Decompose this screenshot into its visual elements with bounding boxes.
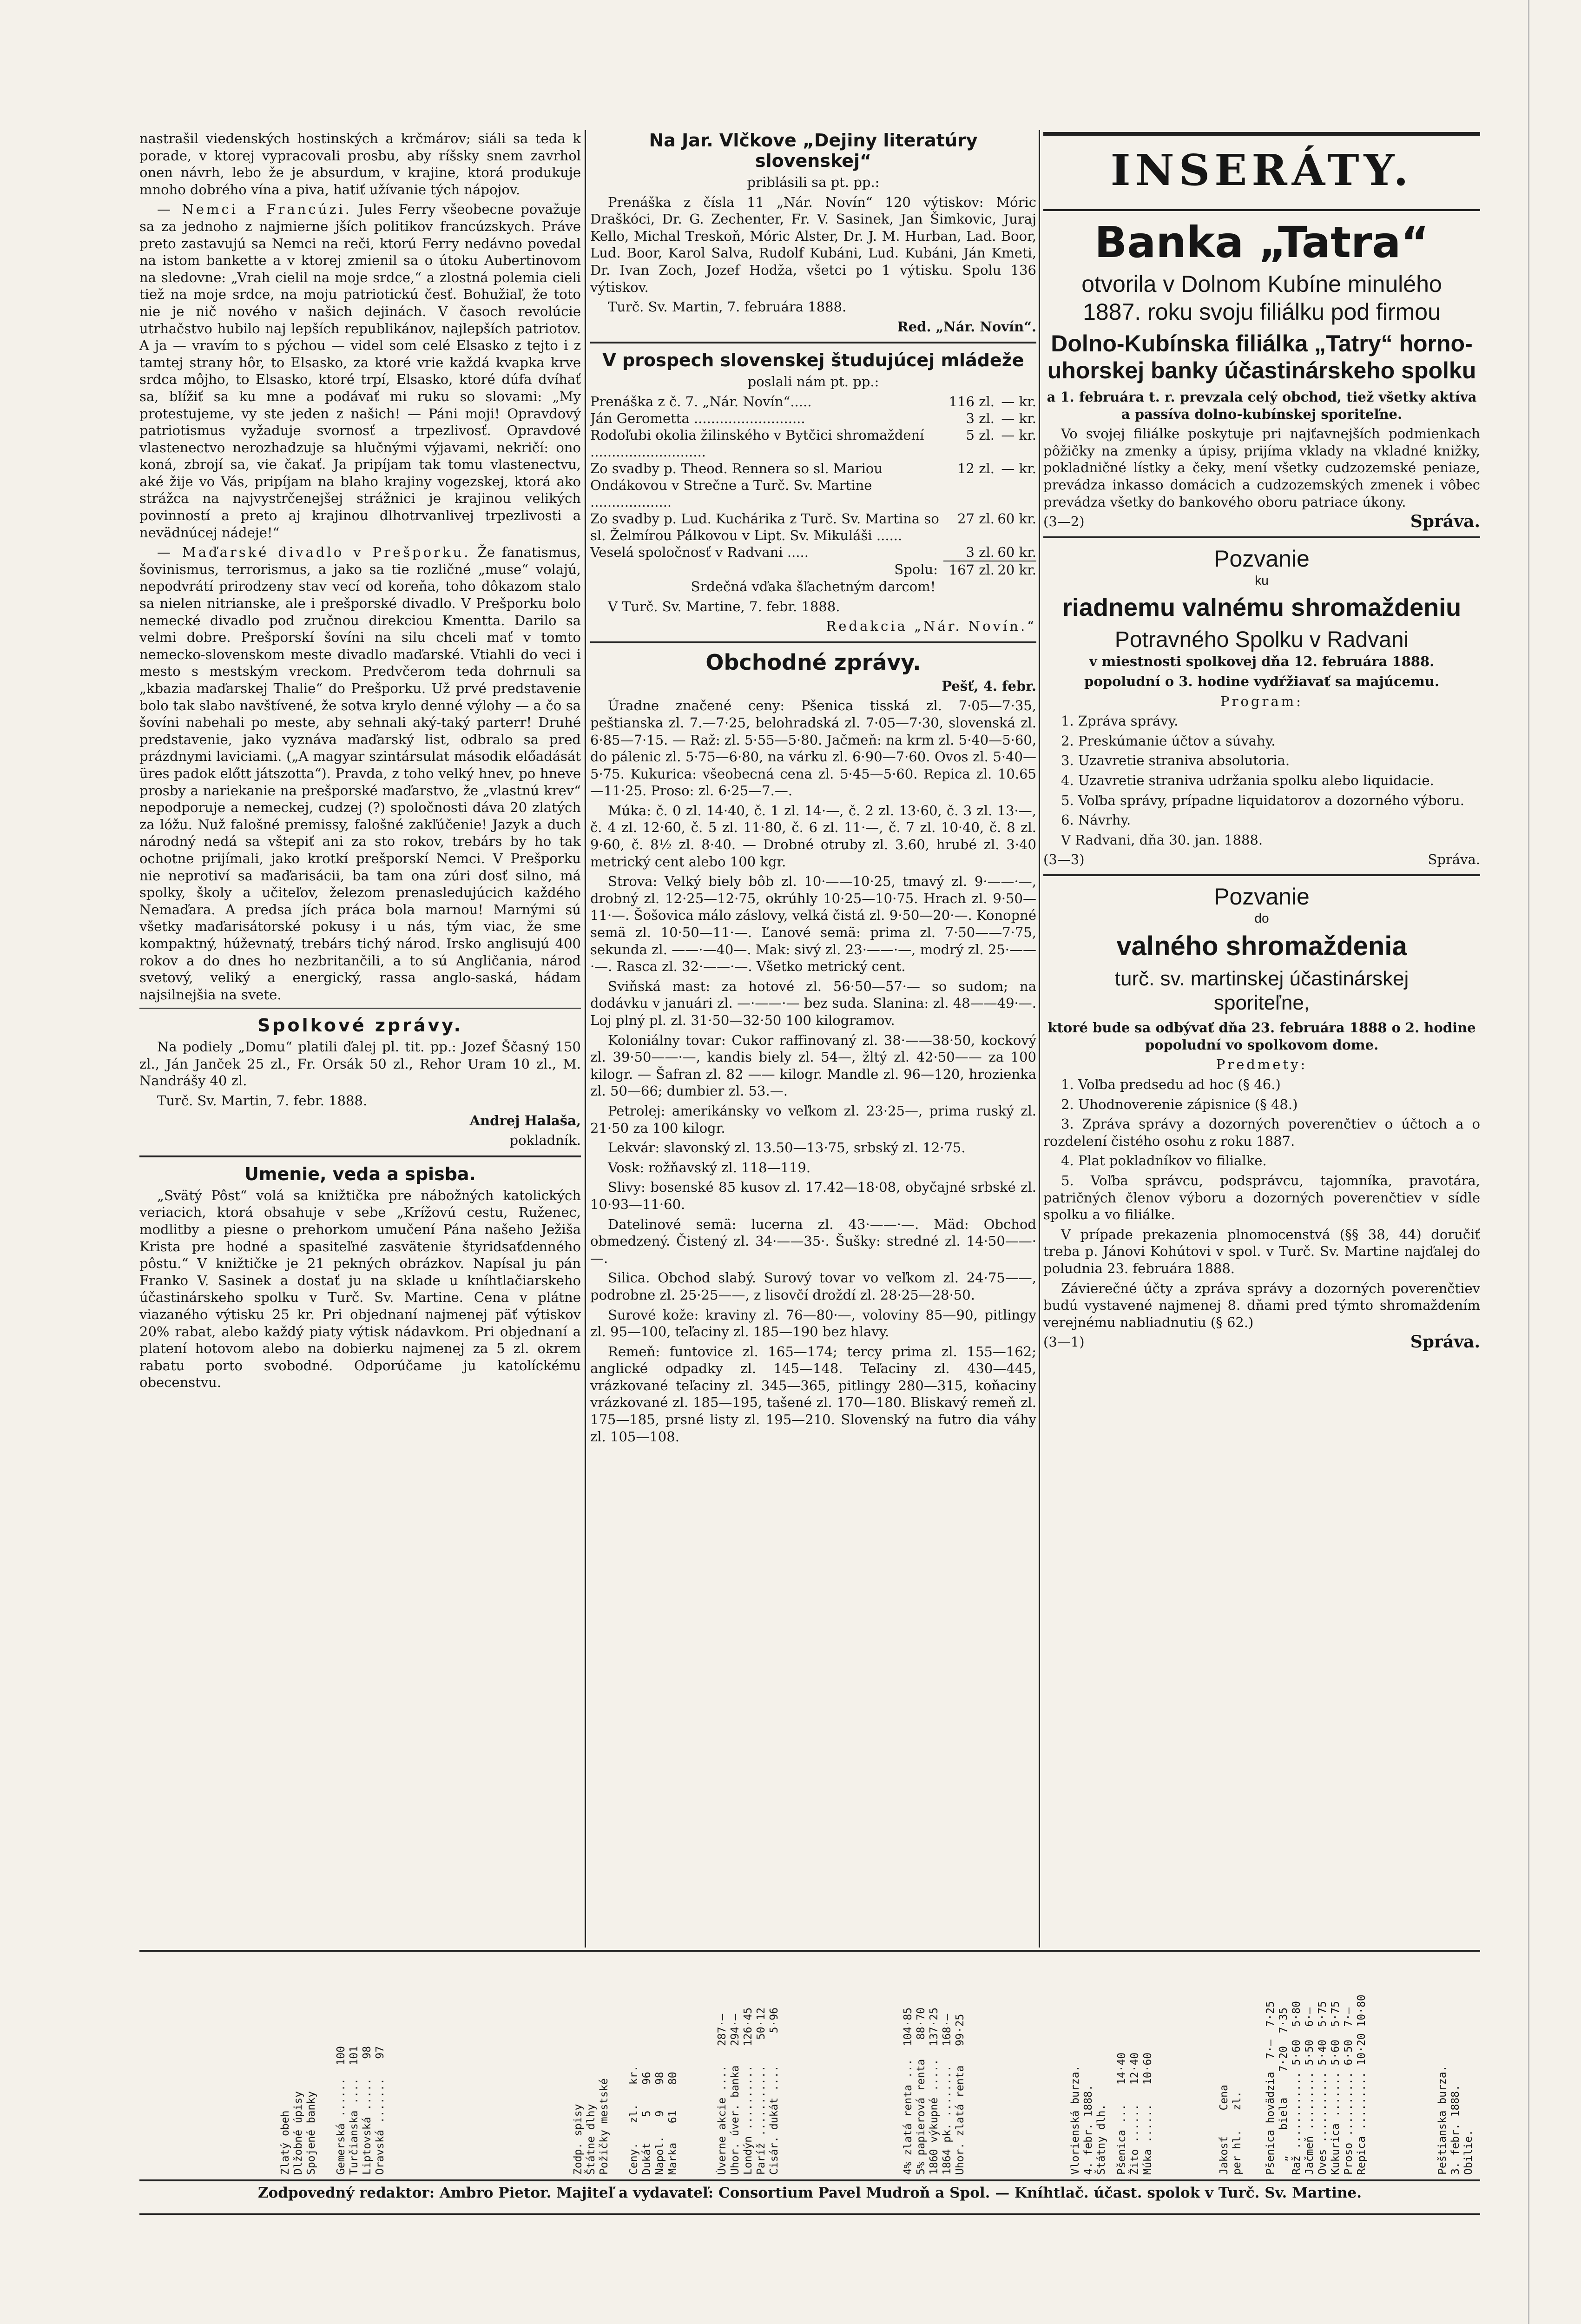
divider — [590, 641, 1036, 643]
vlcek-body: Prenáška z čísla 11 „Nár. Novín“ 120 výtiskov: Móric Draškóci, Dr. G. Zechenter, Fr. V. Sasinek, Jan Šimkovic, Juraj Kello, Michal Treskoň, Móric Alster, Dr. J. M. Hurban, Lad. Boor, Lud. Boor, Karol Salva, Rudolf Kubáni, Lud. Kubáni, Ján Kmeti, Dr. Ivan Zoch, Jozef Hodža, všetci po 1 výtisku. Spolu 136 výtiskov. — [590, 194, 1036, 295]
article-divadlo-head: — Maďarské divadlo v Prešporku. — [157, 544, 471, 561]
market-column: Zlatý obeh Dlžobné úpisy Spojené banky — [279, 2091, 317, 2175]
banka-line-1: otvorila v Dolnom Kubíne minulého — [1081, 271, 1442, 297]
pozvanie-2-predmety: Predmety: — [1216, 1056, 1308, 1073]
pozvanie-1-item: 3. Uzavretie straniva absolutoria. — [1061, 753, 1290, 769]
pozvanie-1-footer — [1043, 851, 1480, 868]
imprint-footer: Zodpovedný redaktor: Ambro Pietor. Majiteľ a vydavateľ: Consortium Pavel Mudroň a Spol. — Kníhtlač. účast. spolok v Turč. Sv. Martine. — [257, 2185, 1362, 2201]
pozvanie-1-item: 2. Preskúmanie účtov a súvahy. — [1061, 733, 1276, 749]
spolkove-body: Na podiely „Domu“ platili ďalej pl. tit. pp.: Jozef Ščasný 150 zl., Ján Janček 25 zl., Fr. Orsák 50 zl., Rehor Uram 10 zl., M. Nandrášy 40 zl. — [139, 1039, 581, 1089]
obchod-paragraph: Koloniálny tovar: Cukor raffinovaný zl. 38·——38·50, kockový zl. 39·50——·—, kandis biely zl. 54—, žltý zl. 42·50—— za 100 kilogr. — Šafran zl. 82 —— kilogr. Mandle zl. 96—120, hrozienka zl. 50—66; dumbier zl. 53.—. — [590, 1032, 1036, 1099]
vlcek-date: Turč. Sv. Martin, 7. februára 1888. — [608, 299, 847, 315]
pozvanie-1-item: 1. Zpráva správy. — [1061, 713, 1179, 729]
prospech-title: V prospech slovenskej študujúcej mládeže — [602, 350, 1024, 371]
divider — [139, 1155, 581, 1157]
market-column: Ceny. zl. kr. Dukát 5 96 Napol. 9 98 Marka 61 80 — [628, 2065, 679, 2175]
pozvanie-2-line-3: ktoré bude sa odbývať dňa 23. februára 1888 o 2. hodine popoludní vo spolkovom dome. — [1047, 1020, 1476, 1053]
divider — [139, 1008, 581, 1009]
spolkove-signature-role: pokladník. — [509, 1132, 581, 1149]
spolkove-date: Turč. Sv. Martin, 7. febr. 1888. — [157, 1093, 368, 1109]
market-column: Pšenica hovädzia 7·— 7·25 „ biela 7·20 7·35 Raž ............ 5·60 5·80 Jačmeň ......... 5·50 6·— Oves ........... 5·40 5·75 Kukurica ....... 5·60 5·75 Proso .......... 6·50 7·— Repica ......... 10·20 10·80 — [1265, 1994, 1368, 2175]
obchod-paragraph: Sviňská mast: za hotové zl. 56·50—57·— so sudom; na dodávku v januári zl. —·——·— bez suda. Slanina: zl. 48——49·—. Loj plný pl. zl. 31·50—32·50 100 kilogramov. — [590, 978, 1036, 1028]
obchod-place: Pešť, 4. febr. — [942, 678, 1036, 694]
banka-body: Vo svojej filiálke poskytuje pri najťavnejších podmienkach pôžičky na zmenky a úpisy, prijíma vklady na vkladné knižky, pokladničné lístky a čeky, mení všetky cudzozemské peniaze, prevádza inkasso domácich a cudzozemských zmenek i vôbec prevádza všetky do bankového oboru patriace úkony. — [1043, 426, 1480, 510]
umenie-title: Umenie, veda a spisba. — [244, 1163, 476, 1184]
pozvanie-1-program: Program: — [1220, 693, 1303, 709]
pozvanie-1-line-3: popoludní o 3. hodine vydŕžiavať sa majúcemu. — [1084, 673, 1439, 690]
article-nemci — [139, 201, 581, 541]
divider — [590, 342, 1036, 343]
donation-row: Zo svadby p. Lud. Kuchárika z Turč. Sv. Martina so sl. Želmírou Pálkovou v Lipt. Sv. Mikuláši ...... 27 zl. 60 kr. — [590, 510, 1036, 543]
market-column: Gemerská ...... 100 Turčianska .... 101 Liptovská ..... 98 Oravská ....... 97 — [335, 2046, 386, 2175]
donation-row: Zo svadby p. Theod. Rennera so sl. Mariou Ondákovou v Strečne a Turč. Sv. Martine ................... 12 zl. — kr. — [590, 460, 1036, 510]
pozvanie-1-heading: riadnemu valnému shromaždeniu — [1062, 593, 1462, 621]
column-rule — [585, 130, 586, 1948]
vlcek-signature: Red. „Nár. Novín“. — [897, 318, 1036, 335]
divider — [1043, 536, 1480, 538]
banka-number: (3—2) — [1043, 514, 1085, 530]
donation-total-row: Spolu: 167 zl. 20 kr. — [894, 561, 1036, 578]
market-column: Vlorienská burza. 4. febr. 1888. Štátny dlh. — [1069, 2065, 1107, 2175]
obchod-paragraph: Múka: č. 0 zl. 14·40, č. 1 zl. 14·—, č. 2 zl. 13·60, č. 3 zl. 13·—, č. 4 zl. 12·60, č. 5 zl. 11·80, č. 6 zl. 11·—, č. 7 zl. 10·40, č. 8 zl. 9·60, č. 8½ zl. 8·40. — Drobné otruby zl. 3.60, hrubé zl. 3·40 metrický cent alebo 100 kgr. — [590, 802, 1036, 870]
pozvanie-1-item: 4. Uzavretie straniva udržania spolku alebo liquidacie. — [1061, 772, 1434, 788]
obchod-paragraph: Lekvár: slavonský zl. 13.50—13·75, srbský zl. 12·75. — [608, 1140, 966, 1156]
pozvanie-1-title: Pozvanie — [1214, 546, 1310, 572]
page-edge — [1528, 0, 1529, 2324]
pozvanie-2-signature: Správa. — [1410, 1332, 1480, 1352]
vlcek-subtitle: priblásili sa pt. pp.: — [747, 174, 880, 190]
column-middle — [590, 130, 1036, 1948]
article-nemci-body: Jules Ferry všeobecne považuje sa za jednoho z najmierne jších politikov francúzskych. Práve preto zastavujú sa Nemci na reči, ktorú Ferry nedávno povedal na istom bankette a v ktorej zmienil sa o útoku Aubertinovom na sledovne: „Vrah cielil na moje srdce,“ a zlostná polemia cieli tiež na moje srdce, na moju patriotickú česť. Bohužiaľ, že toto nie je nič nového v našich dejinách. V časoch revolúcie utrhačstvo hubilo naj lepších republikánov, najlepších patriotov. A ja — vravím to s pýchou — videl som celé Elsasko z tejto i z tamtej strany hôr, to Elsasko, za ktoré vrie každá kvapka krve srdca môjho, to Elsasko, ktoré trpí, Elsasko, ktoré dúfa dvíhať sa, blížiť sa ku mne a podávať mi ruku so slovami: „My protestujeme, vy ste jeden z našich! — Páni moji! Opravdový patriotismus vyžaduje svornosť a trpezlivosť. Opravdové vlastenectvo nerozhadzuje sa hlučnými výjavami, nekričí: ono koná, zbrojí sa, vie čakať. Ja pripíjam tak tomu vlastenectvu, aké žije vo Vás, pripíjam na blaho krajiny vogezskej, ktorá ako strážca na najvystrčenejšej strážnici je krajinou velikých povinností a preto aj krajinou dlhotrvanlivej trpezlivosti a nevädnúcej nádeje!“ — [139, 201, 581, 541]
vlcek-title: Na Jar. Vlčkove „Dejiny literatúry slovenskej“ — [649, 130, 978, 171]
pozvanie-1-line-1: Potravného Spolku v Radvani — [1114, 627, 1409, 652]
market-column: Jakosť Cena per hl. zl. — [1218, 2085, 1243, 2175]
pozvanie-1-date: V Radvani, dňa 30. jan. 1888. — [1061, 832, 1263, 848]
footer-rule — [139, 2213, 1480, 2215]
obchod-paragraph: Úradne značené ceny: Pšenica tisská zl. 7·05—7·35, peštianska zl. 7.—7·25, belohradská zl. 7·05—7·30, slovenská zl. 6·85—7·15. — Raž: zl. 5·55—5·80. Jačmeň: na krm zl. 5·40—5·60, do pálenic zl. 5·75—6·80, na várku zl. 6·90—7·60. Ovos zl. 5·40—5·75. Kukurica: všeobecná cena zl. 5·45—5·60. Repica zl. 10.65—11·25. Proso: zl. 6·25—7.—. — [590, 698, 1036, 799]
pozvanie-2-item: 3. Zpráva správy a dozorných poverenčtiev o účtoch a o rozdelení čistého osohu z roku 1887. — [1043, 1116, 1480, 1149]
prospech-date: V Turč. Sv. Martine, 7. febr. 1888. — [608, 598, 840, 614]
column-left — [139, 130, 581, 1948]
column-right — [1043, 130, 1480, 1948]
banka-line-4: uhorskej banky účastinárskeho spolku — [1047, 357, 1476, 383]
pozvanie-2-do: do — [1254, 911, 1269, 926]
donation-row: Ján Gerometta .......................... 3 zl. — kr. — [590, 410, 1036, 426]
pozvanie-2-paragraph: V prípade prekazenia plnomocenstvá (§§ 38, 44) doručiť treba p. Jánovi Kohútovi v spol. v Turč. Sv. Martine najďalej do poludnia 23. februára 1888. — [1043, 1226, 1480, 1276]
banka-footer — [1043, 513, 1480, 530]
market-column: 4% zlatá renta ... 104·85 5% papierová renta 88·70 1860 výkupné ..... 137·25 1864 pk. ........ 168·— Uhor. zlatá renta 99·25 — [902, 2007, 966, 2175]
pozvanie-1-signature: Správa. — [1428, 852, 1480, 868]
obchod-paragraph: Silica. Obchod slabý. Surový tovar vo veľkom zl. 24·75——, podrobne zl. 25·25——, z lisovčí droždí zl. 28·25—28·50. — [590, 1270, 1036, 1303]
pozvanie-2-line-1: turč. sv. martinskej účastinárskej — [1114, 967, 1409, 990]
pozvanie-2-item: 5. Voľba správcu, podsprávcu, tajomníka, pravotára, patričných členov výboru a dozorných poverenčtiev v sídle spolku a vo filiálke. — [1043, 1173, 1480, 1223]
banka-line-5: a 1. februára t. r. prevzala celý obchod, tiež všetky aktíva a passíva dolno-kubínskej sporiteľne. — [1047, 389, 1477, 422]
donation-row: Veselá spoločnosť v Radvani ..... 3 zl. 60 kr. — [590, 544, 1036, 560]
obchod-paragraph: Surové kože: kraviny zl. 76—80·—, voloviny 85—90, pitlingy zl. 95—100, teľaciny zl. 185—190 bez hlavy. — [590, 1307, 1036, 1340]
pozvanie-2-item: 4. Plat pokladníkov vo filialke. — [1061, 1153, 1267, 1169]
donation-row: Rodoľubi okolia žilinského v Bytčici shromaždení ........................... 5 zl. — kr. — [590, 427, 1036, 460]
obchod-paragraph: Slivy: bosenské 85 kusov zl. 17.42—18·08, obyčajné srbské zl. 10·93—11·60. — [590, 1179, 1036, 1212]
inserate-title: INSERÁTY. — [1110, 145, 1413, 195]
pozvanie-2-footer — [1043, 1334, 1480, 1350]
pozvanie-1-number: (3—3) — [1043, 852, 1085, 868]
pozvanie-2-paragraph: Závierečné účty a zpráva správy a dozorných poverenčtiev budú vystavené najmenej 8. dňami pred týmto shromaždením verejnému nabliadnutiu (§ 62.) — [1043, 1280, 1480, 1330]
prospech-subtitle: poslali nám pt. pp.: — [747, 374, 879, 390]
obchod-title: Obchodné zprávy. — [705, 649, 921, 675]
banka-line-3: Dolno-Kubínska filiálka „Tatry“ horno- — [1051, 330, 1473, 357]
divider — [1043, 874, 1480, 876]
pozvanie-1-ku: ku — [1255, 573, 1269, 588]
obchod-paragraph: Datelinové semä: lucerna zl. 43·——·—. Mäd: Obchod obmedzený. Čistený zl. 34·——35·. Šušky: stredné zl. 14·50——·—. — [590, 1216, 1036, 1266]
obchod-paragraph: Petrolej: amerikánsky vo veľkom zl. 23·25—, prima ruský zl. 21·50 za 100 kilogr. — [590, 1103, 1036, 1136]
banka-signature: Správa. — [1410, 512, 1480, 532]
market-column: Peštianska burza. 3. febr. 1888. Obilie. — [1436, 2065, 1475, 2175]
prospech-signature: Redakcia „Nár. Novín.“ — [826, 618, 1036, 634]
pozvanie-1-line-2: v miestnosti spolkovej dňa 12. februára 1888. — [1089, 654, 1435, 670]
market-column: Zodp. spisy Štátne dlhy Požičky mestské — [572, 2078, 610, 2175]
pozvanie-2-heading: valného shromaždenia — [1116, 931, 1407, 961]
banka-title: Banka „Tatra“ — [1094, 218, 1429, 267]
market-column: Pšenica ... 14·40 Žito ...... 12·40 Múka ...... 10·60 — [1116, 2052, 1154, 2175]
pozvanie-1-item: 5. Voľba správy, prípadne liquidatorov a dozorného výboru. — [1061, 792, 1464, 808]
article-divadlo-body: Že fanatismus, šovinismus, terrorismus, a jako sa tie rozličné „muse“ volajú, nepodvrátí prirodzeny stav vecí od koreňa, toho dôkazom stalo sa nielen nitrianske, ale i prešporské divadlo. V Prešporku bolo nemecké divadlo pod zručnou direkciou Kmentta. Darilo sa velmi dobre. Prešporskí šovíni na silu chceli mať v tomto nemecko-slovenskom meste divadlo maďarské. Vtiahli do veci i mesto s mestským vreckom. Predvčerom teda dohrnuli sa „kbazia maďarskej Thalie“ do Prešporku. Už prvé predstavenie bolo tak slabo navštívené, že sotva krylo denné výlohy — a čo sa šovíni nabehali po meste, aby sehnali aký-taký parterr! Druhé predstavenie, jako vyznáva maďarský list, odbralo sa pred prázdnymi laviciami. („A magyar szintársulat második előadását üres padok előtt játszotta“). Pravda, z toho velký hnev, po hneve prosby a nariekanie na prešporské maďarstvo, že „vlastnú krev“ nepodporuje a nemeckej, cudzej (?) spoločnosti dáva 20 zlatých za lóžu. Nuž falošné premissy, falošné zakľúčenie! Jazyk a duch národný nedá sa vštepiť ani za sto rokov, trebárs by ho tak ochotne prijímali, jako krotkí prešporskí Nemci. V Prešporku nie neprotiví sa maďarisácii, ba tam ona zúri dosť silno, má spolky, školy a učiteľov, železom prenasledujúcich každého Nemaďara. A predsa jích práca bola marnou! Marnými sú všetky maďarisátorské pokusy i u nás, tým viac, že sme kompaktný, húževnatý, trebárs tichý národ. Irsko anglisujú 400 rokov a do dnes ho nezbritančili, a to sú Angličania, národ svetový, veliký a energický, rassa anglo-saská, hádam najsilnejšia na svete. — [139, 544, 581, 1003]
banka-line-2: 1887. roku svoju filiálku pod firmou — [1083, 299, 1441, 325]
umenie-body: „Svätý Pôst“ volá sa knižtička pre nábožných katolických veriacich, ktorá obsahuje v sebe „Krížovú cestu, Ruženec, modlitby a piesne o prehorkom umučení Pána našeho Ježiša Krista pre hodné a spasiteľné zasvätenie štyridsaťdenného pôstu.“ V knižtičke je 21 pekných obrázkov. Napísal ju pán Franko V. Sasinek a dostať ju na sklade u kníhtlačiarskeho účastinárskeho spolku v Turč. Sv. Martine. Cena v plátne viazaného výtisku 25 kr. Pri objednaní najmenej päť výtiskov 20% rabat, alebo každý piaty výtisk nádavkom. Pri objednaní a platení hotovom alebo na dobierku najmenej za 5 zl. okrem rabatu porto svobodné. Odporúčame ju katolíckému obecenstvu. — [139, 1187, 581, 1391]
column-rule — [1039, 130, 1040, 1948]
market-quotations-table — [139, 1950, 1480, 2181]
spolkove-signature: Andrej Halaša, — [469, 1112, 581, 1129]
market-column: Úverne akcie .... 287·— Uhor. úver. banka 294·— Londýn .......... 126·45 Paríž ........... 50·12 Cisár. dukát .... 5·96 — [716, 2007, 780, 2175]
divider — [1043, 132, 1480, 136]
article-nemci-head: — Nemci a Francúzi. — [157, 201, 352, 218]
pozvanie-2-title: Pozvanie — [1214, 884, 1310, 910]
pozvanie-2-item: 1. Voľba predsedu ad hoc (§ 46.) — [1061, 1076, 1281, 1093]
divider — [1043, 209, 1480, 211]
pozvanie-2-item: 2. Uhodnoverenie zápisnice (§ 48.) — [1061, 1096, 1298, 1112]
intro-paragraph: nastrašil viedenských hostinských a krčmárov; siáli sa teda k porade, v ktorej vypracovali prosbu, aby ríšsky snem zavrhol onen návrh, lebo že je absurdum, v krajine, ktorá produkuje mnoho dobrého vína a piva, hatiť užívanie tých nápojov. — [139, 131, 581, 198]
pozvanie-2-line-2: sporiteľne, — [1213, 991, 1310, 1015]
pozvanie-2-number: (3—1) — [1043, 1334, 1085, 1350]
donation-row: Prenáška z č. 7. „Nár. Novín“..... 116 zl. — kr. — [590, 393, 1036, 409]
obchod-paragraph: Remeň: funtovice zl. 165—174; tercy prima zl. 155—162; anglické odpadky zl. 145—148. Teľaciny zl. 430—445, vrázkované teľaciny zl. 345—365, pitlingy 280—315, koňaciny vrázkované zl. 185—195, tašené zl. 170—180. Bliskavý remeň zl. 175—185, prsné listy zl. 195—210. Slovenský na futro dia váhy zl. 105—108. — [590, 1343, 1036, 1445]
article-divadlo — [139, 544, 581, 1003]
spolkove-title: Spolkové zprávy. — [257, 1015, 463, 1036]
pozvanie-1-item: 6. Návrhy. — [1061, 812, 1131, 828]
obchod-paragraph: Strova: Velký biely bôb zl. 10·——10·25, tmavý zl. 9·——·—, drobný zl. 12·25—12·75, okrúhly 10·25—10·75. Hrach zl. 9·50—11·—. Šošovica málo záslovy, velká čistá zl. 9·50—20·—. Konopné semä zl. 10·50—11·—. Ľanové semä: prima zl. 7·50——7·75, sekunda zl. ——·—40—. Mak: sivý zl. 23·——·—, modrý zl. 25·——·—. Rasca zl. 32·——·—. Všetko metrický cent. — [590, 873, 1036, 975]
prospech-thanks: Srdečná vďaka šľachetným darcom! — [691, 578, 936, 594]
obchod-paragraph: Vosk: rožňavský zl. 118—119. — [608, 1159, 811, 1175]
donation-table — [590, 393, 1036, 578]
